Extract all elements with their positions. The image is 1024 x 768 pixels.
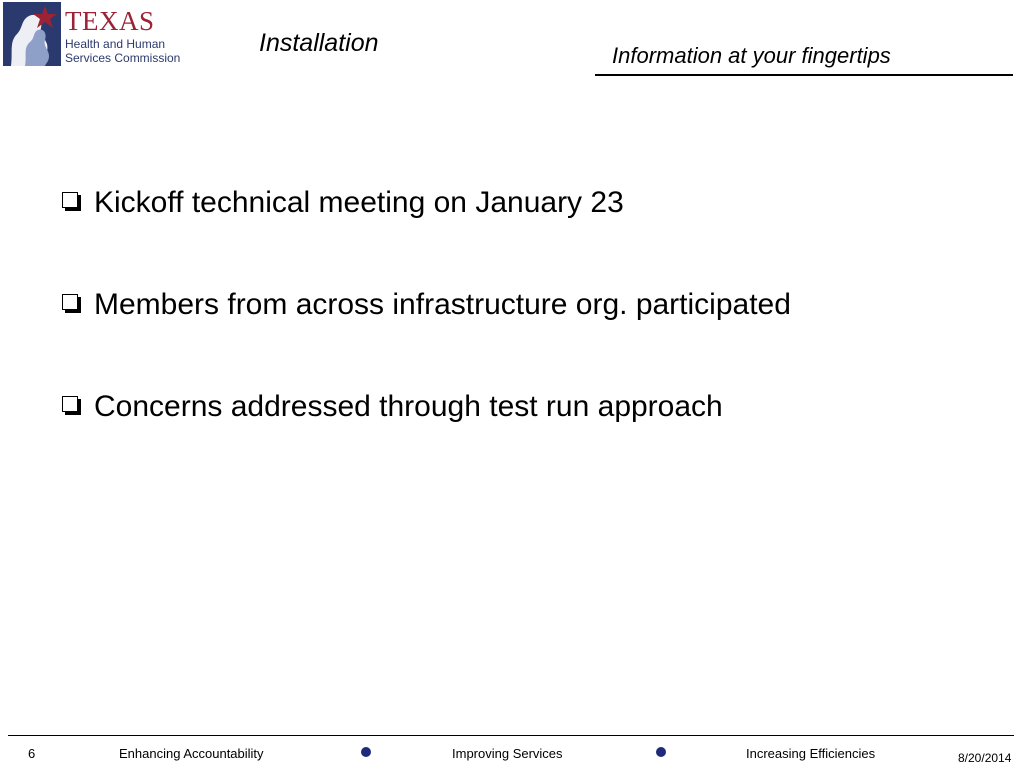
bullet-list (62, 183, 791, 489)
footer-dot-icon (656, 747, 666, 757)
page-number: 6 (28, 746, 36, 761)
bullet-item (62, 183, 791, 285)
footer-divider (8, 735, 1014, 736)
bullet-item (62, 387, 791, 489)
checkbox-bullet-icon (62, 192, 78, 208)
texas-map-icon (3, 2, 65, 68)
slide-tagline: Information at your fingertips (612, 43, 891, 68)
slide-title: Installation (259, 29, 379, 57)
footer-dot-icon (361, 747, 371, 757)
bullet-text: Concerns addressed through test run approach (94, 390, 723, 423)
logo-subtitle-line1: Health and Human (65, 37, 166, 51)
logo-wordmark: TEXAS (65, 6, 155, 36)
checkbox-bullet-icon (62, 294, 78, 310)
logo-subtitle-line2: Services Commission (65, 51, 181, 65)
bullet-item (62, 285, 791, 387)
header-divider (595, 74, 1013, 76)
footer-item-services: Improving Services (452, 746, 563, 761)
hhsc-logo (3, 2, 181, 68)
bullet-text: Kickoff technical meeting on January 23 (94, 186, 624, 219)
footer-date: 8/20/2014 (958, 751, 1012, 765)
checkbox-bullet-icon (62, 396, 78, 412)
footer-item-efficiencies: Increasing Efficiencies (746, 746, 876, 761)
footer-item-accountability: Enhancing Accountability (119, 746, 264, 761)
bullet-text: Members from across infrastructure org. participated (94, 288, 791, 321)
